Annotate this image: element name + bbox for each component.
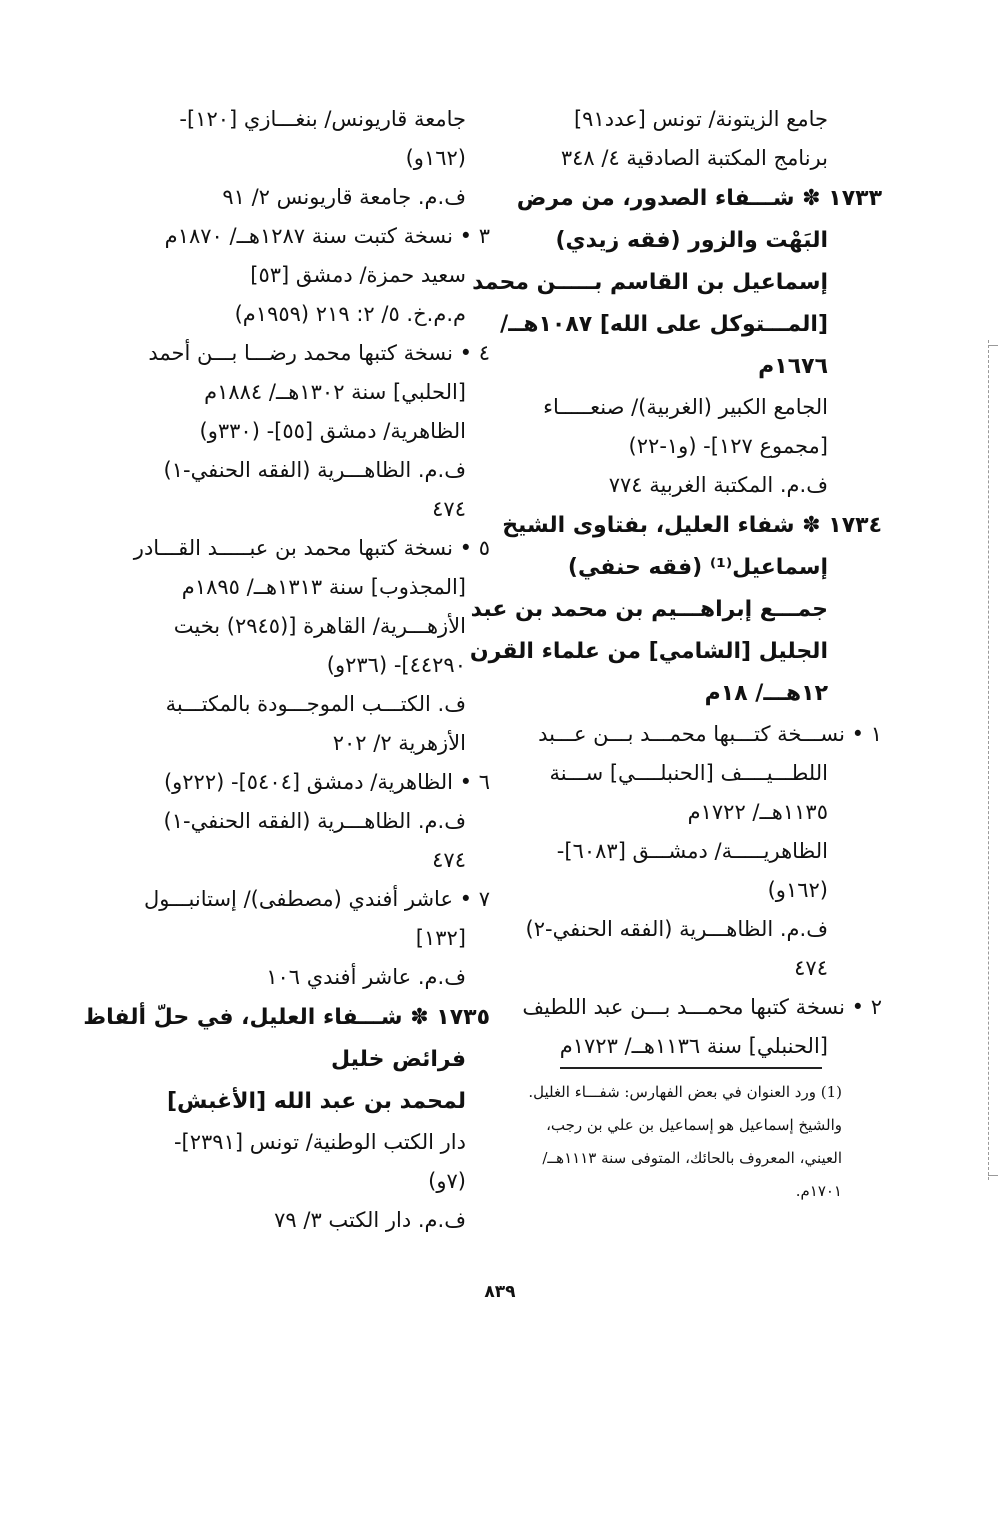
page-number: ٨٣٩ [484, 1282, 516, 1302]
footnote [522, 1076, 842, 1208]
entry-heading-line: [المـــتوكل على الله] ١٠٨٧هــ/ [500, 312, 828, 337]
text-line: ٦ • الظاهرية/ دمشق [٥٤٠٤]- (٢٢٢و) [163, 770, 490, 794]
text-line: [المجذوب] سنة ١٣١٣هــ/ ١٨٩٥م [181, 575, 466, 599]
text-line: ٧ • عاشر أفندي (مصطفى)/ إستانبـــول [143, 887, 490, 911]
text-line: ٣ • نسخة كتبت سنة ١٢٨٧هــ/ ١٨٧٠م [164, 224, 490, 248]
entry-heading-line: ١٧٣٥ ✽ شـــفاء العليل، في حلّ ألفاظ [83, 1005, 490, 1030]
text-line: [الحلبي] سنة ١٣٠٢هــ/ ١٨٨٤م [204, 380, 466, 404]
entry-heading-line: لمحمد بن عبد الله [الأغبش] [167, 1089, 466, 1114]
text-line: ٥ • نسخة كتبها محمد بن عبـــــد القـــادر [133, 536, 490, 560]
entry-heading-line: جمـــع إبراهـــيم بن محمد بن عبد [470, 597, 828, 622]
scan-margin-line [988, 340, 990, 1180]
left-column [83, 100, 490, 1240]
scan-margin-tick [988, 1175, 998, 1176]
text-line: [الحنبلي] سنة ١١٣٦هــ/ ١٧٢٣م [559, 1034, 828, 1058]
text-line: ٤٧٤ [794, 956, 828, 980]
text-line: ف.م. الظاهـــرية (الفقه الحنفي-٢) [525, 917, 828, 941]
text-line: الأزهرية ٢/ ٢٠٢ [332, 731, 466, 755]
text-line: ٤٧٤ [432, 497, 466, 521]
footnote-line: ١٧٠١م. [795, 1182, 842, 1200]
entry-heading-line: إسماعيل بن القاسم بـــــن محمد [472, 270, 828, 295]
right-column [469, 100, 882, 1066]
text-line: الأزهـــرية/ القاهرة [(٢٩٤٥) بخيت [173, 614, 466, 638]
text-line: برنامج المكتبة الصادقية ٤/ ٣٤٨ [560, 146, 828, 170]
entry-heading-line: ١٢هـــ/ ١٨م [704, 681, 828, 706]
text-line: [مجموع ١٢٧]- (و١-٢٢) [628, 434, 828, 458]
text-line: ف.م. عاشر أفندي ١٠٦ [266, 965, 466, 989]
text-line: ف.م. الظاهـــرية (الفقه الحنفي-١) [163, 458, 466, 482]
entry-heading-line: ١٧٣٤ ✽ شفاء العليل، بفتاوى الشيخ [502, 513, 882, 538]
text-line: ٤٤٢٩٠]- (٢٣٦و) [326, 653, 466, 677]
text-line: م.م.خ. ٥/ ٢: ٢١٩ (١٩٥٩م) [234, 302, 466, 326]
footnote-line: (1) ورد العنوان في بعض الفهارس: شفـــاء الغليل. [528, 1083, 842, 1101]
text-line: ١ • نســـخة كتـــبها محمـــد بـــن عـــبد [538, 722, 882, 746]
entry-heading-line: البَهْت والزور (فقه زيدي) [555, 228, 828, 253]
text-line: [١٣٢] [415, 926, 466, 950]
entry-heading-line: ١٦٧٦م [758, 354, 828, 379]
scan-margin-tick [988, 345, 998, 346]
text-line: ٢ • نسخة كتبها محمـــد بـــن عبد اللطيف [522, 995, 882, 1019]
text-line: دار الكتب الوطنية/ تونس [٢٣٩١]- [173, 1130, 466, 1154]
text-line: ف.م. دار الكتب ٣/ ٧٩ [274, 1208, 466, 1232]
text-line: (١٦٢و) [767, 878, 828, 902]
text-line: الظاهرية/ دمشق [٥٥]- (٣٣٠و) [199, 419, 466, 443]
text-line: (١٦٢و) [405, 146, 466, 170]
footnote-divider [560, 1067, 822, 1069]
text-line: جامعة قاريونس/ بنغـــازي [١٢٠]- [179, 107, 466, 131]
text-line: ف.م. الظاهـــرية (الفقه الحنفي-١) [163, 809, 466, 833]
text-line: الجامع الكبير (الغربية)/ صنعـــــاء [543, 395, 828, 419]
text-line: ٤٧٤ [432, 848, 466, 872]
entry-heading-line: إسماعيل⁽¹⁾ (فقه حنفي) [567, 555, 828, 580]
entry-heading-line: الجليل [الشامي] من علماء القرن [469, 639, 828, 664]
text-line: ف.م. المكتبة الغربية ٧٧٤ [608, 473, 828, 497]
text-line: ف.م. جامعة قاريونس ٢/ ٩١ [222, 185, 466, 209]
entry-heading-line: ١٧٣٣ ✽ شـــفاء الصدور، من مرض [516, 186, 882, 211]
text-line: جامع الزيتونة/ تونس [عدد٩١] [573, 107, 828, 131]
text-line: الظاهريـــــة/ دمشـــق [٦٠٨٣]- [556, 839, 828, 863]
text-line: (٧و) [428, 1169, 466, 1193]
footnote-line: العيني، المعروف بالحائك، المتوفى سنة ١١١٣هــ/ [542, 1149, 842, 1167]
entry-heading-line: فرائض خليل [330, 1047, 466, 1072]
text-line: ف. الكتـــب الموجـــودة بالمكتـــبة [165, 692, 466, 716]
footnote-line: والشيخ إسماعيل هو إسماعيل بن علي بن رجب، [546, 1116, 842, 1134]
text-line: سعيد حمزة/ دمشق [٥٣] [250, 263, 466, 287]
text-line: اللطـــيــــف [الحنبلــــي] ســـنة [549, 761, 828, 785]
text-line: ١١٣٥هــ/ ١٧٢٢م [687, 800, 828, 824]
text-line: ٤ • نسخة كتبها محمد رضـــا بـــن أحمد [148, 341, 490, 365]
